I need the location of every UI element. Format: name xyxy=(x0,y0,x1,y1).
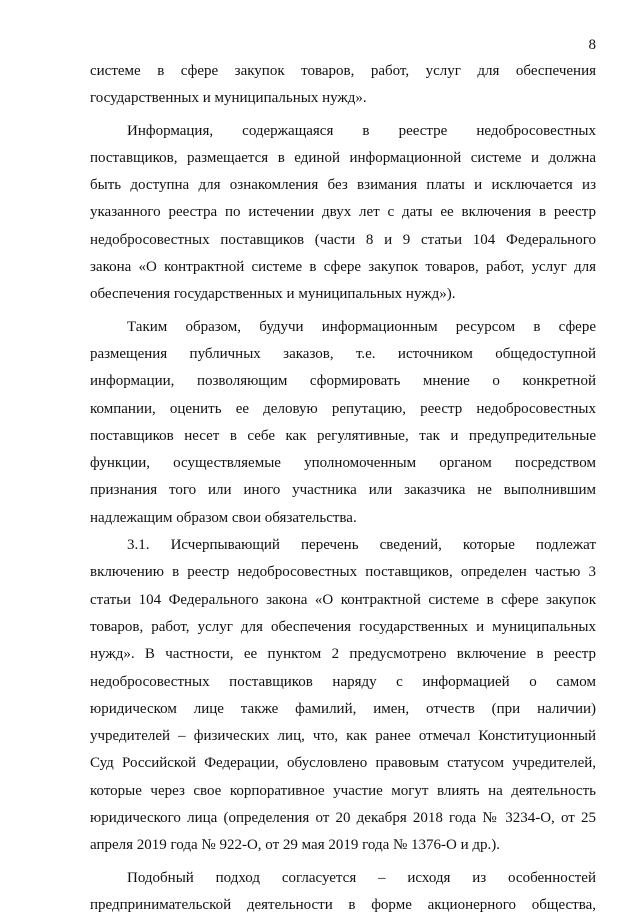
text-line: юридического лица (определения от 20 декабря 2018 года № 3234-О, от 25 xyxy=(90,810,596,827)
text-line: закона «О контрактной системе в сфере закупок товаров, работ, услуг для xyxy=(90,259,596,276)
text-line: компании, оценить ее деловую репутацию, реестр недобросовестных xyxy=(90,400,596,417)
text-line: 3.1. Исчерпывающий перечень сведений, которые подлежат xyxy=(127,537,596,554)
text-line: обеспечения государственных и муниципальных нужд»). xyxy=(90,286,456,303)
text-line: юридическом лице также фамилий, имен, отчеств (при наличии) xyxy=(90,700,596,717)
text-line: размещения публичных заказов, т.е. источником общедоступной xyxy=(90,345,596,362)
text-line: Подобный подход согласуется – исходя из особенностей xyxy=(127,869,596,886)
page-number: 8 xyxy=(588,37,596,53)
text-line: которые через свое корпоративное участие могут влиять на деятельность xyxy=(90,782,596,799)
text-line: включению в реестр недобросовестных поставщиков, определен частью 3 xyxy=(90,564,596,581)
text-line: информации, позволяющим сформировать мнение о конкретной xyxy=(90,373,596,390)
text-line: системе в сфере закупок товаров, работ, услуг для обеспечения xyxy=(90,63,596,79)
text-line: нужд». В частности, ее пунктом 2 предусмотрено включение в реестр xyxy=(90,646,596,663)
text-line: быть доступна для ознакомления без взимания платы и исключается из xyxy=(90,177,596,194)
text-line: поставщиков, размещается в единой информационной системе и должна xyxy=(90,149,596,166)
text-line: указанного реестра по истечении двух лет с даты ее включения в реестр xyxy=(90,204,596,221)
paragraph xyxy=(90,532,596,860)
text-line: товаров, работ, услуг для обеспечения государственных и муниципальных xyxy=(90,618,596,635)
text-line: Таким образом, будучи информационным ресурсом в сфере xyxy=(127,318,596,335)
text-line: надлежащим образом свои обязательства. xyxy=(90,509,357,526)
paragraph xyxy=(90,314,596,532)
text-line: государственных и муниципальных нужд». xyxy=(90,90,367,107)
paragraph xyxy=(90,58,596,113)
text-line: признания того или иного участника или заказчика не выполнившим xyxy=(90,482,596,499)
text-line: учредителей – физических лиц, что, как ранее отмечал Конституционный xyxy=(90,728,596,745)
text-line: Суд Российской Федерации, обусловлено правовым статусом учредителей, xyxy=(90,755,596,772)
text-line: апреля 2019 года № 922-О, от 29 мая 2019 года № 1376-О и др.). xyxy=(90,837,501,854)
text-line: функции, осуществляемые уполномоченным органом посредством xyxy=(90,455,596,472)
text-line: Информация, содержащаяся в реестре недобросовестных xyxy=(127,122,596,139)
text-line: статьи 104 Федерального закона «О контрактной системе в сфере закупок xyxy=(90,591,596,608)
text-line: недобросовестных поставщиков наряду с информацией о самом xyxy=(90,673,596,690)
text-line: предпринимательской деятельности в форме акционерного общества, xyxy=(90,896,596,913)
document-body xyxy=(90,58,596,919)
paragraph xyxy=(90,118,596,309)
text-line: поставщиков несет в себе как регулятивные, так и предупредительные xyxy=(90,427,596,444)
paragraph xyxy=(90,865,596,919)
text-line: недобросовестных поставщиков (части 8 и 9 статьи 104 Федерального xyxy=(90,231,596,248)
